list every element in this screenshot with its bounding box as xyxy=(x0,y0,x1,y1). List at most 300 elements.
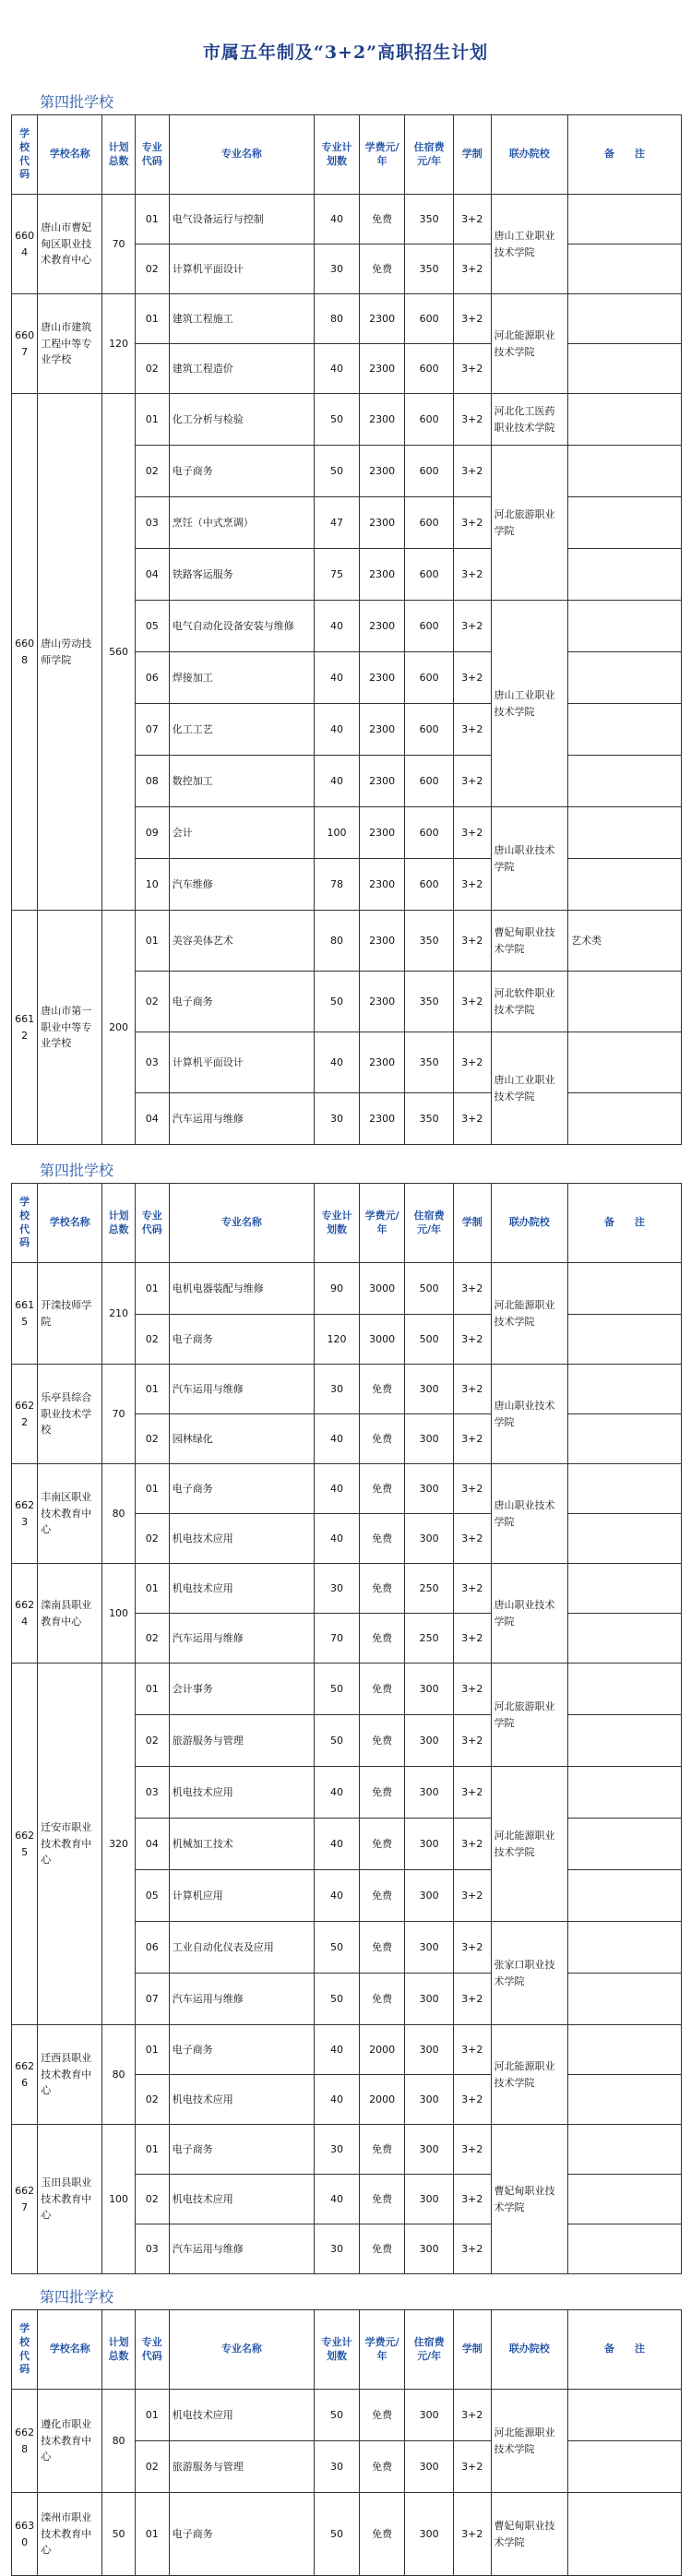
major-name: 汽车运用与维修 xyxy=(169,1365,314,1414)
dorm-fee: 250 xyxy=(405,1614,454,1664)
remark-cell xyxy=(568,2125,682,2175)
tuition-fee: 免费 xyxy=(360,2441,405,2493)
major-plan: 30 xyxy=(314,2441,359,2493)
tuition-fee: 免费 xyxy=(360,1514,405,1564)
program-length: 3+2 xyxy=(454,2224,492,2274)
remark-cell xyxy=(568,1564,682,1614)
dorm-fee: 600 xyxy=(405,294,454,344)
major-plan: 30 xyxy=(314,244,359,294)
major-code: 05 xyxy=(135,601,169,652)
program-length: 3+2 xyxy=(454,601,492,652)
column-header: 专业计划数 xyxy=(314,1184,359,1263)
program-length: 3+2 xyxy=(454,652,492,704)
major-plan: 30 xyxy=(314,2125,359,2175)
plan-total: 120 xyxy=(102,294,136,394)
program-length: 3+2 xyxy=(454,1514,492,1564)
column-header: 专业名称 xyxy=(169,115,314,195)
major-plan: 75 xyxy=(314,549,359,601)
remark-cell xyxy=(568,195,682,244)
program-length: 3+2 xyxy=(454,1315,492,1365)
tuition-fee: 免费 xyxy=(360,1767,405,1819)
school-name: 唐山市曹妃甸区职业技术教育中心 xyxy=(38,195,102,294)
tuition-fee: 免费 xyxy=(360,195,405,244)
remark-cell xyxy=(568,497,682,549)
major-plan: 40 xyxy=(314,1767,359,1819)
tuition-fee: 免费 xyxy=(360,1922,405,1974)
table-row xyxy=(12,195,682,244)
major-code: 06 xyxy=(135,652,169,704)
program-length: 3+2 xyxy=(454,2125,492,2175)
remark-cell xyxy=(568,704,682,756)
column-header: 学费元/年 xyxy=(360,2310,405,2390)
school-name: 迁西县职业技术教育中心 xyxy=(38,2025,102,2125)
major-plan: 40 xyxy=(314,195,359,244)
table-row xyxy=(12,2493,682,2576)
plan-total: 80 xyxy=(102,2390,136,2493)
major-name: 电子商务 xyxy=(169,446,314,497)
plan-total: 100 xyxy=(102,1564,136,1664)
header-row xyxy=(12,2310,682,2390)
school-name: 滦州市职业技术教育中心 xyxy=(38,2493,102,2576)
program-length: 3+2 xyxy=(454,1564,492,1614)
dorm-fee: 300 xyxy=(405,1974,454,2025)
remark-cell xyxy=(568,394,682,446)
dorm-fee: 300 xyxy=(405,1767,454,1819)
major-plan: 80 xyxy=(314,911,359,972)
school-name: 玉田县职业技术教育中心 xyxy=(38,2125,102,2274)
tuition-fee: 3000 xyxy=(360,1263,405,1315)
major-plan: 40 xyxy=(314,756,359,807)
tuition-fee: 2300 xyxy=(360,344,405,394)
major-plan: 40 xyxy=(314,2175,359,2224)
program-length: 3+2 xyxy=(454,911,492,972)
table-row xyxy=(12,1564,682,1614)
major-plan: 30 xyxy=(314,2224,359,2274)
table-row xyxy=(12,1263,682,1315)
school-code: 6622 xyxy=(12,1365,38,1464)
school-name: 唐山市第一职业中等专业学校 xyxy=(38,911,102,1145)
dorm-fee: 300 xyxy=(405,1715,454,1767)
major-code: 06 xyxy=(135,1922,169,1974)
major-name: 数控加工 xyxy=(169,756,314,807)
major-code: 03 xyxy=(135,497,169,549)
partner-college: 河北化工医药职业技术学院 xyxy=(491,394,568,446)
major-plan: 40 xyxy=(314,652,359,704)
major-code: 01 xyxy=(135,1263,169,1315)
school-code: 6630 xyxy=(12,2493,38,2576)
program-length: 3+2 xyxy=(454,1464,492,1514)
program-length: 3+2 xyxy=(454,2175,492,2224)
partner-college: 河北能源职业技术学院 xyxy=(491,1263,568,1365)
major-code: 02 xyxy=(135,244,169,294)
major-code: 01 xyxy=(135,195,169,244)
dorm-fee: 600 xyxy=(405,344,454,394)
major-plan: 40 xyxy=(314,704,359,756)
tuition-fee: 免费 xyxy=(360,1464,405,1514)
column-header: 备 注 xyxy=(568,115,682,195)
remark-cell xyxy=(568,2075,682,2125)
major-name: 电子商务 xyxy=(169,1464,314,1514)
dorm-fee: 350 xyxy=(405,1093,454,1145)
major-code: 03 xyxy=(135,1767,169,1819)
dorm-fee: 600 xyxy=(405,756,454,807)
column-header: 学校代码 xyxy=(12,115,38,195)
major-name: 园林绿化 xyxy=(169,1414,314,1464)
major-plan: 40 xyxy=(314,1514,359,1564)
plan-total: 560 xyxy=(102,394,136,911)
tuition-fee: 2300 xyxy=(360,294,405,344)
partner-college: 河北旅游职业学院 xyxy=(491,446,568,601)
major-code: 01 xyxy=(135,1664,169,1715)
table-row xyxy=(12,911,682,972)
major-plan: 40 xyxy=(314,2025,359,2075)
major-name: 焊接加工 xyxy=(169,652,314,704)
major-name: 机械加工技术 xyxy=(169,1819,314,1870)
major-plan: 50 xyxy=(314,2390,359,2441)
major-code: 02 xyxy=(135,2175,169,2224)
column-header: 备 注 xyxy=(568,2310,682,2390)
column-header: 学校名称 xyxy=(38,1184,102,1263)
major-code: 01 xyxy=(135,294,169,344)
column-header: 学制 xyxy=(454,2310,492,2390)
major-name: 美容美体艺术 xyxy=(169,911,314,972)
column-header: 专业计划数 xyxy=(314,115,359,195)
program-length: 3+2 xyxy=(454,549,492,601)
major-code: 03 xyxy=(135,2224,169,2274)
remark-cell xyxy=(568,2175,682,2224)
remark-cell xyxy=(568,244,682,294)
tuition-fee: 2300 xyxy=(360,1093,405,1145)
school-name: 唐山市建筑工程中等专业学校 xyxy=(38,294,102,394)
program-length: 3+2 xyxy=(454,1614,492,1664)
remark-cell xyxy=(568,1514,682,1564)
major-code: 01 xyxy=(135,1464,169,1514)
tuition-fee: 2300 xyxy=(360,704,405,756)
remark-cell xyxy=(568,652,682,704)
dorm-fee: 350 xyxy=(405,972,454,1032)
tuition-fee: 免费 xyxy=(360,2390,405,2441)
major-name: 电子商务 xyxy=(169,2125,314,2175)
partner-college: 曹妃甸职业技术学院 xyxy=(491,911,568,972)
major-plan: 80 xyxy=(314,294,359,344)
column-header: 专业代码 xyxy=(135,1184,169,1263)
major-name: 机电技术应用 xyxy=(169,2175,314,2224)
major-plan: 40 xyxy=(314,2075,359,2125)
plan-total: 70 xyxy=(102,1365,136,1464)
table-row xyxy=(12,294,682,344)
tuition-fee: 免费 xyxy=(360,1819,405,1870)
remark-cell xyxy=(568,2441,682,2493)
school-code: 6604 xyxy=(12,195,38,294)
tuition-fee: 免费 xyxy=(360,2493,405,2576)
major-name: 化工分析与检验 xyxy=(169,394,314,446)
major-name: 机电技术应用 xyxy=(169,2390,314,2441)
tuition-fee: 2000 xyxy=(360,2075,405,2125)
dorm-fee: 600 xyxy=(405,394,454,446)
remark-cell xyxy=(568,2025,682,2075)
program-length: 3+2 xyxy=(454,1414,492,1464)
dorm-fee: 300 xyxy=(405,2224,454,2274)
major-plan: 50 xyxy=(314,1922,359,1974)
dorm-fee: 300 xyxy=(405,1870,454,1922)
major-code: 08 xyxy=(135,756,169,807)
page-title: 市属五年制及“3+2”高职招生计划 xyxy=(202,42,489,63)
major-plan: 78 xyxy=(314,859,359,911)
major-plan: 120 xyxy=(314,1315,359,1365)
remark-cell xyxy=(568,446,682,497)
dorm-fee: 350 xyxy=(405,244,454,294)
tuition-fee: 2300 xyxy=(360,911,405,972)
dorm-fee: 300 xyxy=(405,2125,454,2175)
table-row xyxy=(12,2025,682,2075)
school-code: 6612 xyxy=(12,911,38,1145)
major-code: 07 xyxy=(135,1974,169,2025)
major-code: 02 xyxy=(135,1315,169,1365)
dorm-fee: 250 xyxy=(405,1564,454,1614)
tuition-fee: 2300 xyxy=(360,1032,405,1093)
school-name: 唐山劳动技师学院 xyxy=(38,394,102,911)
column-header: 学费元/年 xyxy=(360,115,405,195)
major-plan: 40 xyxy=(314,601,359,652)
dorm-fee: 350 xyxy=(405,195,454,244)
dorm-fee: 500 xyxy=(405,1315,454,1365)
major-name: 工业自动化仪表及应用 xyxy=(169,1922,314,1974)
school-code: 6626 xyxy=(12,2025,38,2125)
dorm-fee: 350 xyxy=(405,1032,454,1093)
school-name: 丰南区职业技术教育中心 xyxy=(38,1464,102,1564)
major-code: 04 xyxy=(135,1819,169,1870)
program-length: 3+2 xyxy=(454,1664,492,1715)
program-length: 3+2 xyxy=(454,1093,492,1145)
column-header: 备 注 xyxy=(568,1184,682,1263)
major-plan: 40 xyxy=(314,1870,359,1922)
program-length: 3+2 xyxy=(454,859,492,911)
major-plan: 100 xyxy=(314,807,359,859)
plan-total: 320 xyxy=(102,1664,136,2025)
enrollment-table xyxy=(11,2309,682,2576)
major-name: 机电技术应用 xyxy=(169,1514,314,1564)
program-length: 3+2 xyxy=(454,1365,492,1414)
dorm-fee: 300 xyxy=(405,1819,454,1870)
program-length: 3+2 xyxy=(454,344,492,394)
major-name: 汽车运用与维修 xyxy=(169,1974,314,2025)
school-code: 6628 xyxy=(12,2390,38,2493)
tuition-fee: 2300 xyxy=(360,972,405,1032)
tuition-fee: 2300 xyxy=(360,807,405,859)
remark-cell xyxy=(568,1032,682,1093)
major-plan: 40 xyxy=(314,1464,359,1514)
dorm-fee: 300 xyxy=(405,2025,454,2075)
remark-cell xyxy=(568,1414,682,1464)
remark-cell xyxy=(568,549,682,601)
school-name: 迁安市职业技术教育中心 xyxy=(38,1664,102,2025)
school-name: 遵化市职业技术教育中心 xyxy=(38,2390,102,2493)
dorm-fee: 300 xyxy=(405,1464,454,1514)
major-code: 03 xyxy=(135,1032,169,1093)
column-header: 学校名称 xyxy=(38,2310,102,2390)
remark-cell xyxy=(568,1922,682,1974)
major-name: 化工工艺 xyxy=(169,704,314,756)
column-header: 学校代码 xyxy=(12,1184,38,1263)
remark-cell xyxy=(568,2390,682,2441)
remark-cell xyxy=(568,294,682,344)
remark-cell xyxy=(568,1263,682,1315)
tuition-fee: 免费 xyxy=(360,1664,405,1715)
major-code: 01 xyxy=(135,2025,169,2075)
tuition-fee: 免费 xyxy=(360,1414,405,1464)
tuition-fee: 2000 xyxy=(360,2025,405,2075)
major-plan: 50 xyxy=(314,1715,359,1767)
tuition-fee: 免费 xyxy=(360,2175,405,2224)
enrollment-table xyxy=(11,114,682,1145)
program-length: 3+2 xyxy=(454,497,492,549)
dorm-fee: 600 xyxy=(405,446,454,497)
column-header: 计划总数 xyxy=(102,115,136,195)
table-row xyxy=(12,1365,682,1414)
partner-college: 河北旅游职业学院 xyxy=(491,1664,568,1767)
school-code: 6608 xyxy=(12,394,38,911)
program-length: 3+2 xyxy=(454,446,492,497)
partner-college: 河北能源职业技术学院 xyxy=(491,2390,568,2493)
major-plan: 40 xyxy=(314,344,359,394)
major-code: 02 xyxy=(135,344,169,394)
program-length: 3+2 xyxy=(454,704,492,756)
dorm-fee: 300 xyxy=(405,1922,454,1974)
program-length: 3+2 xyxy=(454,2075,492,2125)
remark-cell xyxy=(568,2224,682,2274)
major-name: 计算机应用 xyxy=(169,1870,314,1922)
tuition-fee: 2300 xyxy=(360,756,405,807)
table-row xyxy=(12,1664,682,1715)
major-code: 02 xyxy=(135,446,169,497)
remark-cell: 艺术类 xyxy=(568,911,682,972)
tuition-fee: 免费 xyxy=(360,1564,405,1614)
column-header: 住宿费元/年 xyxy=(405,115,454,195)
program-length: 3+2 xyxy=(454,1263,492,1315)
partner-college: 河北能源职业技术学院 xyxy=(491,1767,568,1922)
major-plan: 30 xyxy=(314,1365,359,1414)
tuition-fee: 2300 xyxy=(360,601,405,652)
remark-cell xyxy=(568,1715,682,1767)
column-header: 专业名称 xyxy=(169,1184,314,1263)
major-name: 铁路客运服务 xyxy=(169,549,314,601)
tuition-fee: 2300 xyxy=(360,446,405,497)
dorm-fee: 300 xyxy=(405,2175,454,2224)
major-plan: 90 xyxy=(314,1263,359,1315)
major-plan: 30 xyxy=(314,1564,359,1614)
column-header: 联办院校 xyxy=(491,2310,568,2390)
remark-cell xyxy=(568,807,682,859)
enrollment-table xyxy=(11,1183,682,2274)
program-length: 3+2 xyxy=(454,972,492,1032)
remark-cell xyxy=(568,1974,682,2025)
column-header: 计划总数 xyxy=(102,2310,136,2390)
column-header: 学校名称 xyxy=(38,115,102,195)
dorm-fee: 500 xyxy=(405,1263,454,1315)
program-length: 3+2 xyxy=(454,1922,492,1974)
major-code: 04 xyxy=(135,549,169,601)
header-row xyxy=(12,1184,682,1263)
major-plan: 50 xyxy=(314,972,359,1032)
program-length: 3+2 xyxy=(454,1767,492,1819)
major-name: 汽车运用与维修 xyxy=(169,1614,314,1664)
major-code: 07 xyxy=(135,704,169,756)
school-name: 滦南县职业教育中心 xyxy=(38,1564,102,1664)
tuition-fee: 2300 xyxy=(360,859,405,911)
program-length: 3+2 xyxy=(454,1974,492,2025)
column-header: 学校代码 xyxy=(12,2310,38,2390)
program-length: 3+2 xyxy=(454,1032,492,1093)
program-length: 3+2 xyxy=(454,195,492,244)
major-plan: 30 xyxy=(314,1093,359,1145)
major-plan: 40 xyxy=(314,1819,359,1870)
major-name: 计算机平面设计 xyxy=(169,1032,314,1093)
remark-cell xyxy=(568,1464,682,1514)
tuition-fee: 免费 xyxy=(360,2125,405,2175)
dorm-fee: 300 xyxy=(405,2390,454,2441)
batch-label: 第四批学校 xyxy=(40,2288,114,2306)
major-code: 02 xyxy=(135,1514,169,1564)
table-row xyxy=(12,1464,682,1514)
partner-college: 唐山工业职业技术学院 xyxy=(491,1032,568,1145)
column-header: 学费元/年 xyxy=(360,1184,405,1263)
major-code: 01 xyxy=(135,2125,169,2175)
column-header: 学制 xyxy=(454,1184,492,1263)
tuition-fee: 2300 xyxy=(360,497,405,549)
column-header: 住宿费元/年 xyxy=(405,2310,454,2390)
major-code: 01 xyxy=(135,911,169,972)
plan-total: 50 xyxy=(102,2493,136,2576)
partner-college: 唐山职业技术学院 xyxy=(491,1365,568,1464)
major-plan: 50 xyxy=(314,394,359,446)
column-header: 专业代码 xyxy=(135,115,169,195)
program-length: 3+2 xyxy=(454,2025,492,2075)
major-name: 会计事务 xyxy=(169,1664,314,1715)
tuition-fee: 免费 xyxy=(360,1974,405,2025)
program-length: 3+2 xyxy=(454,807,492,859)
remark-cell xyxy=(568,1767,682,1819)
header-row xyxy=(12,115,682,195)
plan-total: 80 xyxy=(102,2025,136,2125)
dorm-fee: 600 xyxy=(405,601,454,652)
major-name: 建筑工程造价 xyxy=(169,344,314,394)
program-length: 3+2 xyxy=(454,1870,492,1922)
dorm-fee: 600 xyxy=(405,807,454,859)
major-name: 会计 xyxy=(169,807,314,859)
remark-cell xyxy=(568,1365,682,1414)
dorm-fee: 300 xyxy=(405,2441,454,2493)
dorm-fee: 600 xyxy=(405,549,454,601)
remark-cell xyxy=(568,1870,682,1922)
major-code: 02 xyxy=(135,1414,169,1464)
column-header: 专业名称 xyxy=(169,2310,314,2390)
dorm-fee: 600 xyxy=(405,652,454,704)
remark-cell xyxy=(568,601,682,652)
tuition-fee: 2300 xyxy=(360,549,405,601)
remark-cell xyxy=(568,344,682,394)
program-length: 3+2 xyxy=(454,294,492,344)
remark-cell xyxy=(568,2493,682,2576)
dorm-fee: 300 xyxy=(405,1514,454,1564)
major-name: 机电技术应用 xyxy=(169,1564,314,1614)
column-header: 学制 xyxy=(454,115,492,195)
school-code: 6607 xyxy=(12,294,38,394)
partner-college: 河北软件职业技术学院 xyxy=(491,972,568,1032)
plan-total: 80 xyxy=(102,1464,136,1564)
remark-cell xyxy=(568,1614,682,1664)
program-length: 3+2 xyxy=(454,2441,492,2493)
column-header: 联办院校 xyxy=(491,115,568,195)
